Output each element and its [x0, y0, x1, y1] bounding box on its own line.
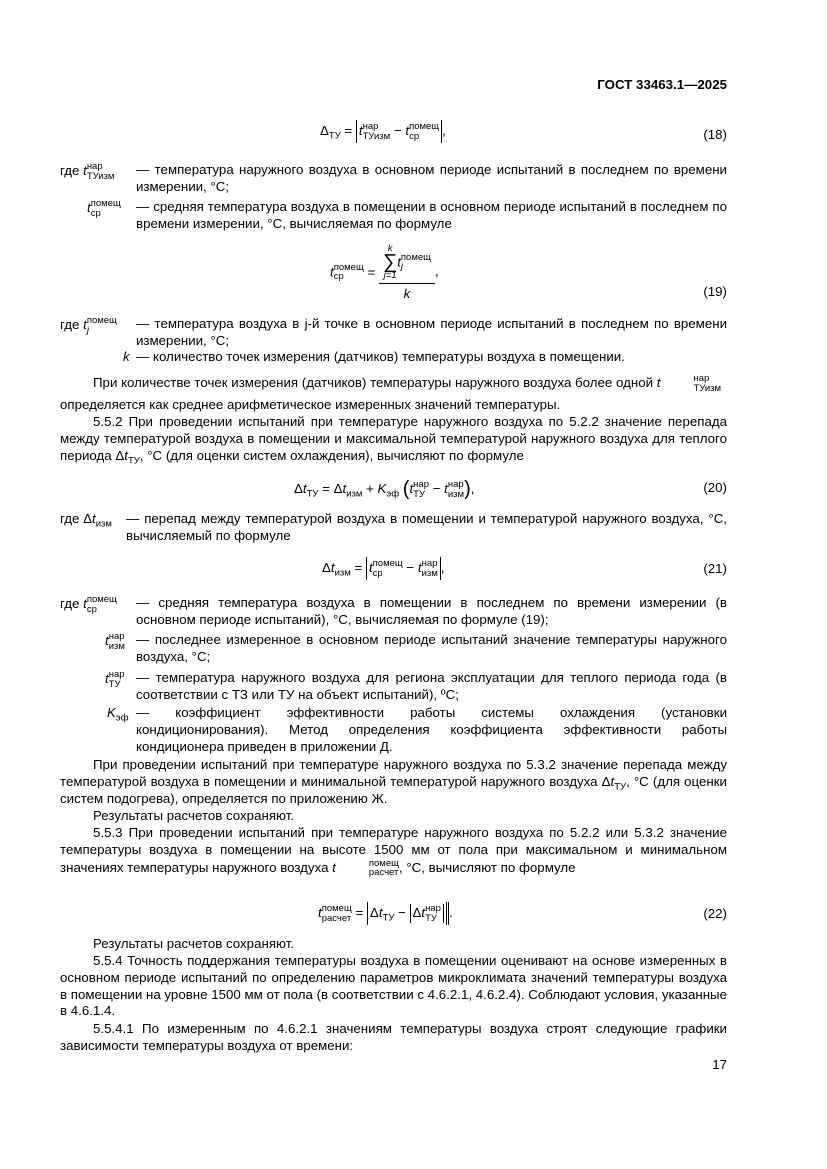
paragraph-5-5-4-1: 5.5.4.1 По измеренным по 4.6.2.1 значениям температуры воздуха строят следующие графики зависимости температуры воздуха от времени: — [60, 1021, 727, 1053]
definition-row: t помещ ср — средняя температура воздуха в помещении в основном периоде испытаний в последнем по времени измерении, °С, вычисляемая по формуле — [87, 198, 727, 231]
definition-row: где t помещ j — температура воздуха в j-й точке в основном периоде испытаний в последнем по времени измерении, °С; — [60, 315, 727, 348]
formula-18: $\Delta_{ТУ} = t$ нар ТУизм − t помещ ср , — [320, 121, 446, 142]
formula-number-21: (21) — [703, 561, 727, 576]
formula-21: $\Delta t_{изм} = t$ помещ ср − t нар изм , — [322, 558, 445, 579]
formula-19: t помещ ср = k ∑ j=1 t помещ j k , — [330, 243, 439, 301]
definition-row: где t нар ТУизм — температура наружного воздуха в основном периоде испытаний в последнем по времени измерении, °С; — [60, 161, 727, 194]
formula-number-20: (20) — [703, 480, 727, 495]
definition-row: где $\Delta t_{изм}$ — перепад между температурой воздуха в помещении и температурой наружного воздуха, °С, вычисляемый по формуле — [60, 511, 727, 543]
definition-row: t нар изм — последнее измеренное в основном периоде испытаний значение температуры наружного воздуха, °С; — [105, 631, 727, 664]
paragraph-5-5-3: 5.5.3 При проведении испытаний при температуре наружного воздуха по 5.2.2 или 5.3.2 значение температуры воздуха в помещении на высоте 1500 мм от пола при максимальном и минимальном значениях температуры наружного воздуха t помещ расчет , °С, вычисляют по формуле — [60, 825, 727, 879]
definition-row: где t помещ ср — средняя температура воздуха в помещении в последнем по времени измерении (в основном периоде испытаний), °С, вычисляемая по формуле (19); — [60, 594, 727, 627]
paragraph: Результаты расчетов сохраняют. — [93, 936, 295, 951]
definition-row: k — количество точек измерения (датчиков) температуры воздуха в помещении. — [123, 349, 625, 364]
page-number: 17 — [712, 1057, 727, 1072]
definition-row: t нар ТУ — температура наружного воздуха для региона эксплуатации для теплого периода года (в соответствии с ТЗ или ТУ на объект испытаний), ºС; — [105, 669, 727, 702]
definition-row: $K_{эф}$ — коэффициент эффективности работы системы охлаждения (установки кондиционирования). Метод определения коэффициента эффективности работы кондиционера приведен в приложении Д. — [107, 705, 727, 754]
formula-22: t помещ расчет = $\Delta t_{ТУ} - \Delta t$ нар ТУ . — [318, 903, 453, 924]
paragraph-5-5-4: 5.5.4 Точность поддержания температуры воздуха в помещении оценивают на основе измеренных в основном периоде испытаний по определению параметров микроклимата значений температуры воздуха в помещении на уровне 1500 мм от пола (в соответствии с 4.6.2.1, 4.6.2.4). Соблюдают условия, указанные в 4.6.1.4. — [60, 953, 727, 1019]
paragraph: определяется как среднее арифметическое измеренных значений температуры. — [60, 397, 561, 412]
formula-number-18: (18) — [703, 127, 727, 142]
paragraph: Результаты расчетов сохраняют. — [93, 808, 295, 823]
formula-20: $\Delta t_{ТУ} = \Delta t_{изм} + K_{эф}$ (t нар ТУ − t нар изм ), — [294, 478, 475, 500]
formula-number-19: (19) — [703, 284, 727, 299]
document-code: ГОСТ 33463.1—2025 — [597, 77, 727, 92]
paragraph: При проведении испытаний при температуре наружного воздуха по 5.3.2 значение перепада между температурой воздуха в помещении и минимальной температурой наружного воздуха $\Delta t_{ТУ}$, °С (для оценки систем подогрева), определяется по приложению Ж. — [60, 757, 727, 806]
paragraph-5-5-2: 5.5.2 При проведении испытаний при температуре наружного воздуха по 5.2.2 значение перепада между температурой воздуха в помещении и максимальной температурой наружного воздуха для теплого периода $\Delta t_{ТУ}$, °С (для оценки систем охлаждения), вычисляют по формуле — [60, 414, 727, 467]
paragraph: При количестве точек измерения (датчиков) температуры наружного воздуха более одной t нар ТУизм — [93, 373, 722, 394]
formula-number-22: (22) — [703, 906, 727, 921]
